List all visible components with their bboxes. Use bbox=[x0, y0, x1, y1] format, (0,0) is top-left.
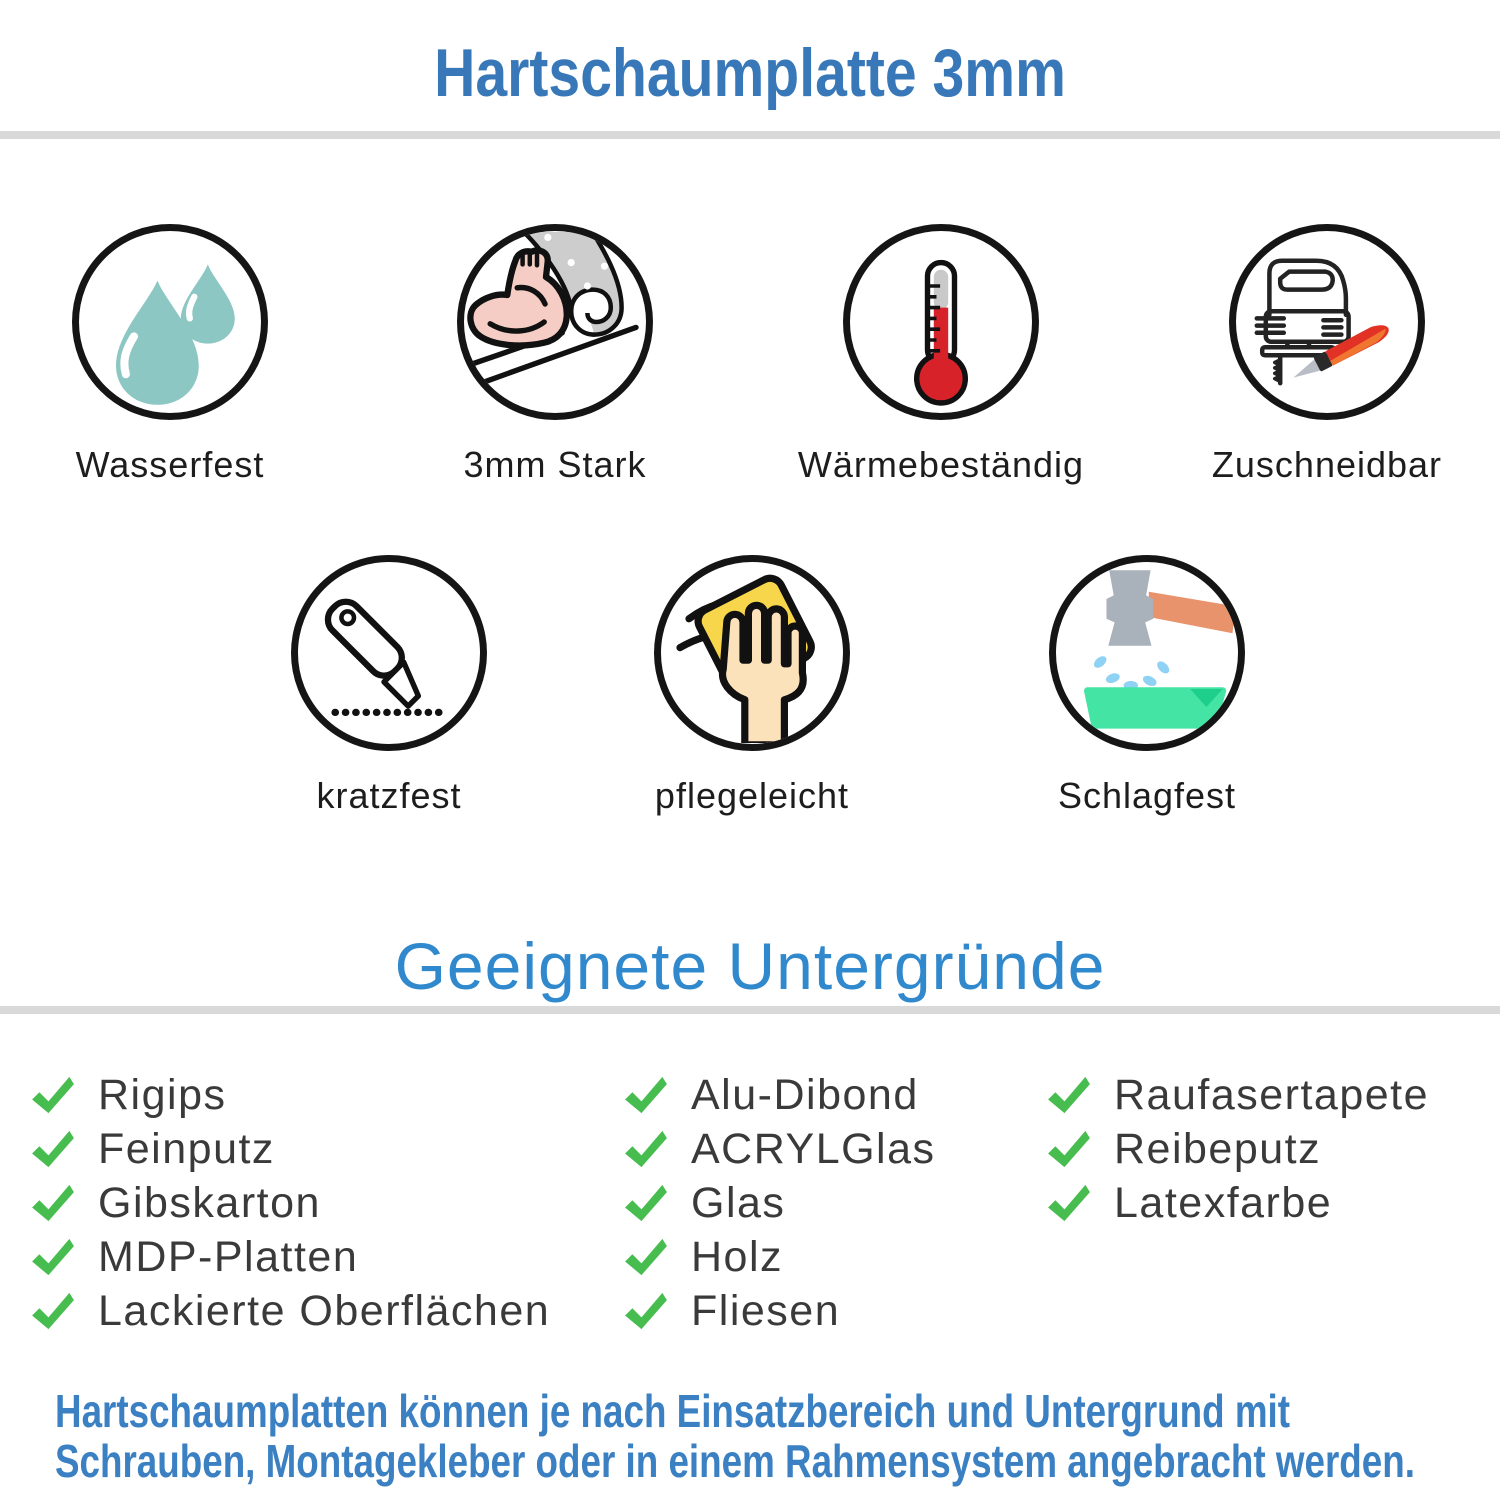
feature-schlagfest bbox=[987, 555, 1307, 817]
substrate-item bbox=[623, 1176, 936, 1230]
check-icon bbox=[30, 1075, 76, 1115]
substrate-item bbox=[30, 1122, 550, 1176]
feature-label: Schlagfest bbox=[1057, 775, 1237, 816]
check-icon bbox=[623, 1075, 669, 1115]
utility-knife-icon bbox=[299, 563, 479, 743]
check-icon bbox=[30, 1291, 76, 1331]
feature-label: Zuschneidbar bbox=[1211, 444, 1443, 485]
check-icon bbox=[1046, 1129, 1092, 1169]
feature-circle bbox=[72, 224, 268, 420]
substrate-item bbox=[623, 1122, 936, 1176]
mounting-note-line1: Hartschaumplatten können je nach Einsatzbereich und Untergrund mit bbox=[55, 1385, 1291, 1437]
feature-kratzfest bbox=[229, 555, 549, 817]
section-title-wrap bbox=[0, 928, 1500, 1004]
check-icon bbox=[1046, 1075, 1092, 1115]
substrate-item bbox=[30, 1176, 550, 1230]
substrates-column-2 bbox=[623, 1068, 936, 1338]
substrate-label: Glas bbox=[691, 1178, 786, 1227]
feature-circle bbox=[843, 224, 1039, 420]
substrate-item bbox=[1046, 1068, 1429, 1122]
feature-3mm-stark bbox=[395, 224, 715, 486]
substrate-item bbox=[30, 1068, 550, 1122]
substrate-label: ACRYLGlas bbox=[691, 1124, 936, 1173]
substrate-item bbox=[623, 1230, 936, 1284]
feature-circle bbox=[291, 555, 487, 751]
check-icon bbox=[623, 1129, 669, 1169]
mounting-note-line2: Schrauben, Montagekleber oder in einem Rahmensystem angebracht werden. bbox=[55, 1435, 1415, 1487]
check-icon bbox=[623, 1237, 669, 1277]
feature-label: Wärmebeständig bbox=[797, 444, 1085, 485]
check-icon bbox=[30, 1129, 76, 1169]
check-icon bbox=[623, 1291, 669, 1331]
cleaning-hand-icon bbox=[662, 563, 842, 743]
substrate-label: Raufasertapete bbox=[1114, 1070, 1430, 1119]
substrate-item bbox=[1046, 1176, 1429, 1230]
feature-label: pflegeleicht bbox=[654, 775, 850, 816]
divider-middle bbox=[0, 1006, 1500, 1014]
feature-pflegeleicht bbox=[592, 555, 912, 817]
check-icon bbox=[30, 1237, 76, 1277]
substrate-label: Fliesen bbox=[691, 1286, 841, 1335]
substrate-item bbox=[30, 1284, 550, 1338]
section-title: Geeignete Untergründe bbox=[394, 929, 1106, 1003]
substrates-column-3 bbox=[1046, 1068, 1429, 1230]
muscle-arm-icon bbox=[465, 232, 645, 412]
feature-wasserfest bbox=[10, 224, 330, 486]
jigsaw-knife-icon bbox=[1237, 232, 1417, 412]
substrate-label: Gibskarton bbox=[98, 1178, 321, 1227]
feature-label: Wasserfest bbox=[75, 444, 265, 485]
feature-label: kratzfest bbox=[316, 775, 462, 816]
divider-top bbox=[0, 131, 1500, 139]
check-icon bbox=[30, 1183, 76, 1223]
feature-zuschneidbar bbox=[1167, 224, 1487, 486]
check-icon bbox=[1046, 1183, 1092, 1223]
substrate-label: Alu-Dibond bbox=[691, 1070, 919, 1119]
feature-label: 3mm Stark bbox=[463, 444, 647, 485]
substrate-item bbox=[623, 1284, 936, 1338]
substrate-label: Holz bbox=[691, 1232, 784, 1281]
water-drops-icon bbox=[80, 232, 260, 412]
hammer-icon bbox=[1057, 563, 1237, 743]
feature-circle bbox=[1229, 224, 1425, 420]
substrate-label: Rigips bbox=[98, 1070, 227, 1119]
substrate-item bbox=[623, 1068, 936, 1122]
feature-circle bbox=[1049, 555, 1245, 751]
substrates-column-1 bbox=[30, 1068, 550, 1338]
substrate-item bbox=[30, 1230, 550, 1284]
substrate-label: Latexfarbe bbox=[1114, 1178, 1333, 1227]
feature-circle bbox=[654, 555, 850, 751]
thermometer-icon bbox=[851, 232, 1031, 412]
feature-circle bbox=[457, 224, 653, 420]
substrate-label: Reibeputz bbox=[1114, 1124, 1322, 1173]
substrate-item bbox=[1046, 1122, 1429, 1176]
substrate-label: MDP-Platten bbox=[98, 1232, 359, 1281]
mounting-note bbox=[55, 1386, 1500, 1486]
substrate-label: Feinputz bbox=[98, 1124, 275, 1173]
substrate-label: Lackierte Oberflächen bbox=[98, 1286, 551, 1335]
page-title-wrap bbox=[0, 34, 1500, 112]
feature-waermebestaendig bbox=[781, 224, 1101, 486]
page-title: Hartschaumplatte 3mm bbox=[434, 35, 1066, 111]
check-icon bbox=[623, 1183, 669, 1223]
